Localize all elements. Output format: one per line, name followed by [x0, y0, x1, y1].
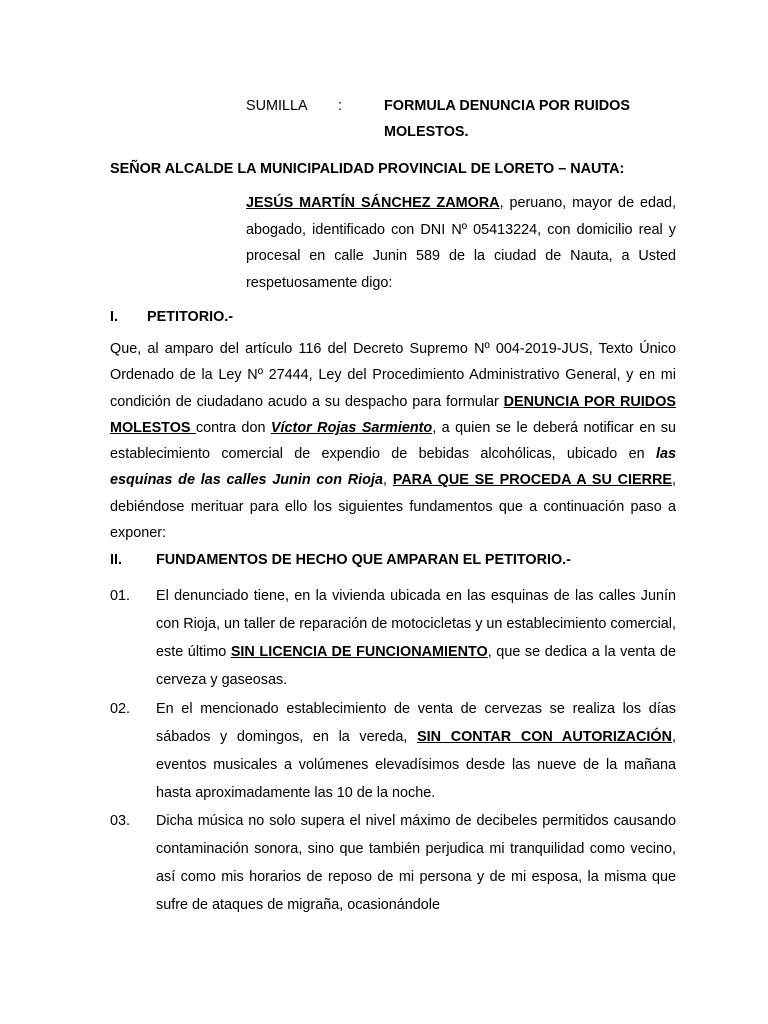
item-emphasis: SIN CONTAR CON AUTORIZACIÓN — [417, 729, 672, 745]
section-number: I. — [110, 309, 118, 325]
petitioner-name: JESÚS MARTÍN SÁNCHEZ ZAMORA — [246, 195, 500, 211]
item-text: Dicha música no solo supera el nivel máximo de decibeles permitidos causando contaminación sonora, sino que también perjudica mi tranquilidad como vecino, así como mis horarios de reposo de mi persona y de mi esposa, la misma que sufre de ataques de migraña, ocasionándole — [156, 813, 676, 913]
sumilla-value: FORMULA DENUNCIA POR RUIDOS MOLESTOS. — [384, 98, 630, 140]
item-text: En el mencionado establecimiento de venta de cervezas se realiza los días sábados y domingos, en la vereda, SIN CONTAR CON AUTORIZACIÓN, eventos musicales a volúmenes elevadísimos desde las nueve de la mañana hasta aproximadamente las 10 de la noche. — [156, 701, 676, 801]
intro-text: , peruano, mayor de edad, abogado, identificado con DNI Nº 05413224, con domicilio real y procesal en calle Junin 589 de la ciudad de Nauta, a Usted respetuosamente digo: — [246, 195, 676, 291]
sumilla-block — [246, 93, 708, 145]
petitorio-paragraph — [110, 336, 676, 546]
petitorio-text-3: , a quien se le deberá notificar en su establecimiento comercial de expendio de bebidas alcohólicas, ubicado en — [110, 419, 676, 463]
sumilla-label: SUMILLA — [246, 98, 308, 114]
denounced-location: las esquinas de las calles Junin con Rioja — [110, 446, 676, 489]
addressee-line: SEÑOR ALCALDE LA MUNICIPALIDAD PROVINCIAL DE LORETO – NAUTA: — [110, 161, 625, 177]
section-heading-fundamentos — [110, 548, 571, 572]
item-number: 01. — [110, 588, 131, 604]
item-emphasis: SIN LICENCIA DE FUNCIONAMIENTO — [230, 644, 488, 660]
denounced-name: Víctor Rojas Sarmiento — [270, 419, 433, 436]
item-number: 03. — [110, 813, 131, 829]
section-title: PETITORIO.- — [147, 309, 234, 325]
section-heading-petitorio — [110, 305, 233, 329]
petitorio-denuncia: DENUNCIA POR RUIDOS MOLESTOS — [110, 393, 676, 436]
item-text: El denunciado tiene, en la vivienda ubicada en las esquinas de las calles Junín con Rioja, un taller de reparación de motocicletas y un establecimiento comercial, este último SIN LICENCIA DE FUNCIONAMIENTO, que se dedica a la venta de cerveza y gaseosas. — [156, 588, 677, 688]
section-number: II. — [110, 552, 122, 568]
petitorio-text-2: contra don — [195, 419, 271, 436]
petitorio-text-4: , — [382, 472, 393, 489]
intro-paragraph — [246, 190, 676, 296]
petitorio-text-1: Que, al amparo del artículo 116 del Decreto Supremo Nº 004-2019-JUS, Texto Único Ordenado de la Ley Nº 27444, Ley del Procedimiento Administrativo General, y en mi condición de ciudadano acudo a su despacho para formular — [110, 341, 676, 410]
petitorio-text-5: , debiéndose merituar para ello los siguientes fundamentos que a continuación paso a exponer: — [110, 472, 677, 542]
petitorio-request: PARA QUE SE PROCEDA A SU CIERRE — [392, 472, 673, 489]
sumilla-colon: : — [338, 98, 342, 114]
section-title: FUNDAMENTOS DE HECHO QUE AMPARAN EL PETITORIO.- — [156, 552, 571, 568]
item-number: 02. — [110, 701, 131, 717]
